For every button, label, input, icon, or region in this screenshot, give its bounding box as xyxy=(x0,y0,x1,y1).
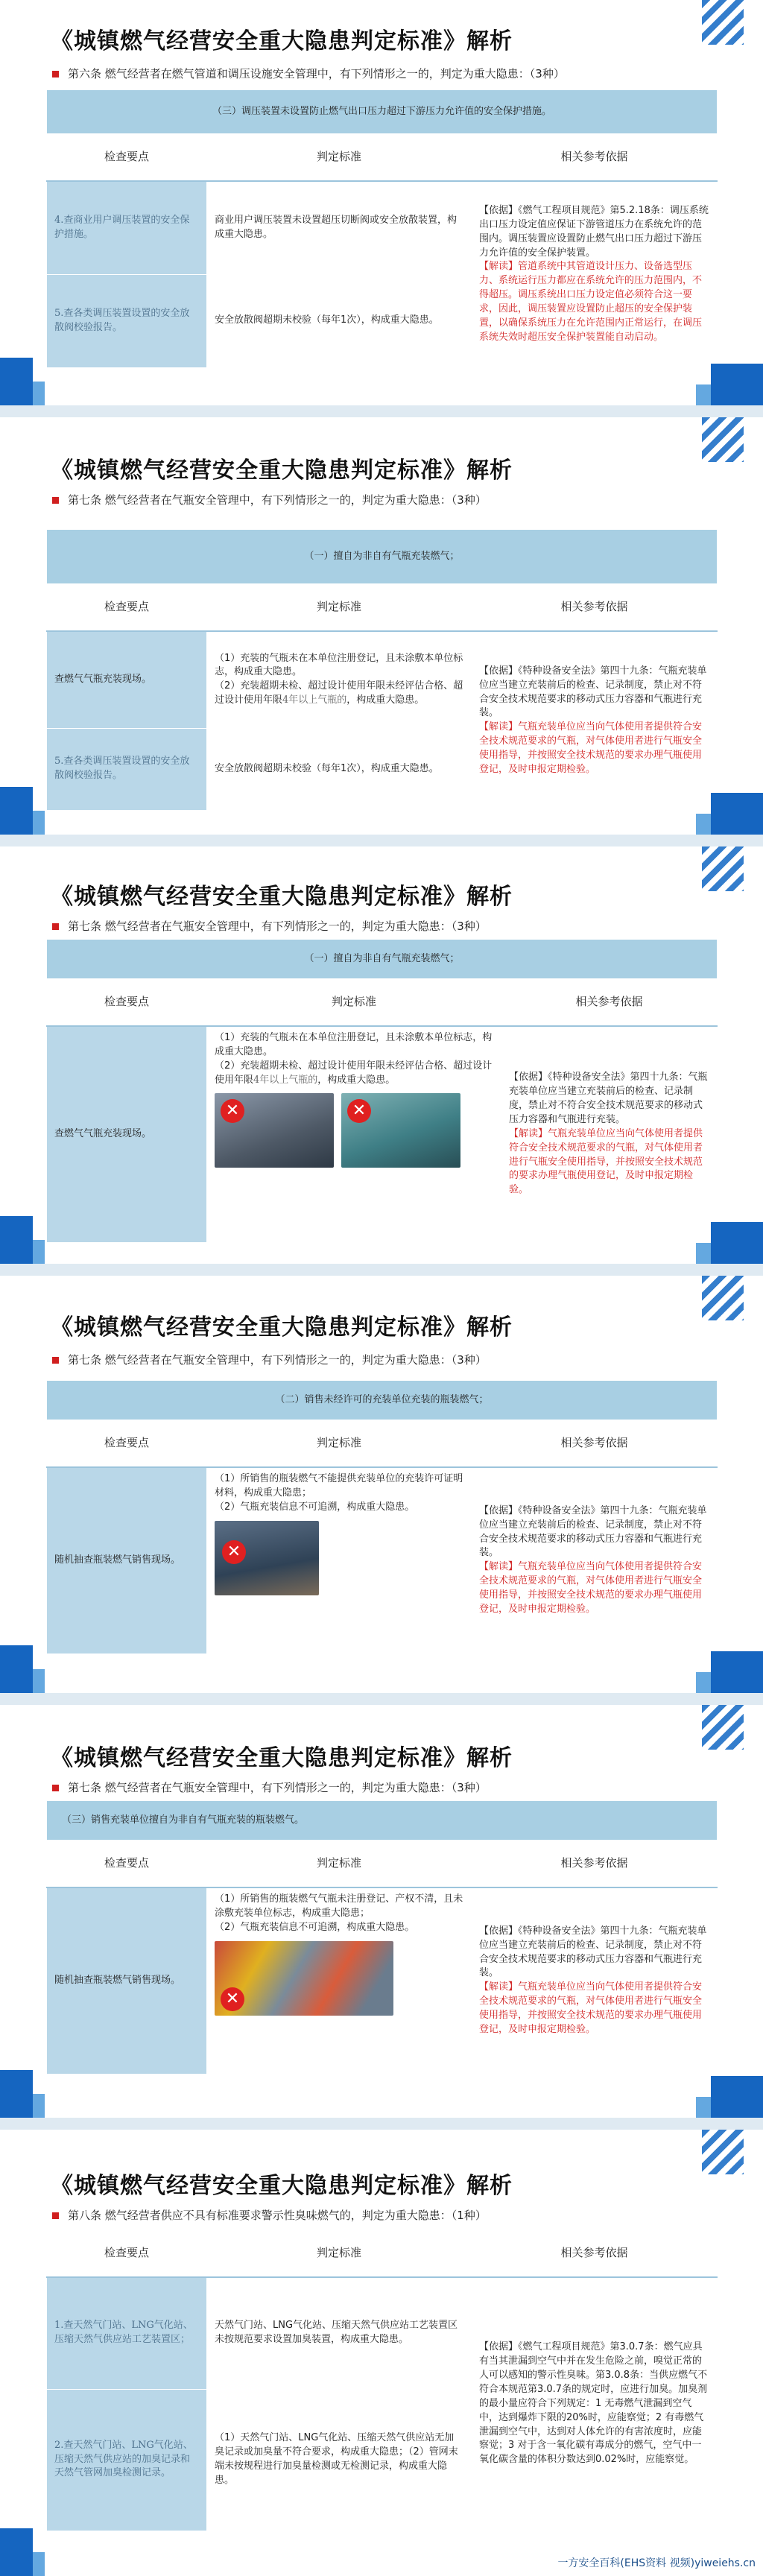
section-heading: （一）擅自为非自有气瓶充装燃气； xyxy=(47,940,718,979)
standard: （1）充装的气瓶未在本单位注册登记，且未涂敷本单位标志，构成重大隐患。 （2）充装超期未检、超过设计使用年限未经评估合格、超过设计使用年限4年以上气瓶的，构成重大隐患。 xyxy=(207,631,472,728)
corner-decoration xyxy=(33,2552,45,2576)
slide-2 xyxy=(0,417,763,846)
section-heading: （三）销售充装单位擅自为非自有气瓶充装的瓶装燃气。 xyxy=(47,1801,718,1841)
header-standard: 判定标准 xyxy=(207,979,501,1027)
interpretation: 【解读】气瓶充装单位应当向气体使用者提供符合安全技术规范要求的气瓶，对气体使用者进行气瓶安全使用指导，并按照安全技术规范的要求办理气瓶使用登记，及时申报定期检验。 xyxy=(479,1561,703,1615)
corner-decoration xyxy=(0,787,33,835)
bullet-icon xyxy=(52,71,59,77)
cylinder-photo xyxy=(215,1521,319,1595)
corner-decoration xyxy=(696,2097,711,2118)
footer-link[interactable]: 一方安全百科(EHS资料 视频)yiweiehs.cn xyxy=(557,2557,756,2569)
section-heading: （三）调压装置未设置防止燃气出口压力超过下游压力允许值的安全保护措施。 xyxy=(47,90,718,134)
basis: 【依据】《特种设备安全法》第四十九条：气瓶充装单位应当建立充装前后的检查、记录制度，禁止对不符合安全技术规范要求的移动式压力容器和气瓶进行充装。 【解读】气瓶充装单位应当向气体使用者提供符合安全技术规范要求的气瓶，对气体使用者进行气瓶安全使用指导，并按照安全技术规范的要求办理气瓶使用登记，及时申报定期检验。 xyxy=(472,1887,718,2074)
criteria-table xyxy=(46,1800,718,2075)
page-title: 《城镇燃气经营安全重大隐患判定标准》解析 xyxy=(51,884,513,910)
page-title: 《城镇燃气经营安全重大隐患判定标准》解析 xyxy=(51,458,513,484)
corner-decoration xyxy=(696,814,711,835)
header-standard: 判定标准 xyxy=(207,584,472,632)
check-point: 查燃气气瓶充装现场。 xyxy=(47,1026,207,1242)
header-basis: 相关参考依据 xyxy=(501,979,718,1027)
corner-decoration xyxy=(33,382,45,405)
corner-decoration xyxy=(696,1243,711,1264)
prohibited-icon: ✕ xyxy=(221,1099,244,1123)
corner-decoration xyxy=(711,1222,763,1264)
header-basis: 相关参考依据 xyxy=(472,584,718,632)
header-standard: 判定标准 xyxy=(207,134,472,182)
bullet-icon xyxy=(52,497,59,504)
bullet-icon xyxy=(52,1785,59,1791)
interpretation: 【解读】气瓶充装单位应当向气体使用者提供符合安全技术规范要求的气瓶，对气体使用者进行气瓶安全使用指导，并按照安全技术规范的要求办理气瓶使用登记，及时申报定期检验。 xyxy=(509,1127,703,1196)
prohibited-icon: ✕ xyxy=(221,1987,244,2011)
check-point: 1.查天然气门站、LNG气化站、压缩天然气供应站工艺装置区； xyxy=(47,2277,207,2389)
corner-decoration xyxy=(33,1240,45,1264)
stripe-decoration xyxy=(702,2130,744,2174)
criteria-table xyxy=(46,89,718,368)
cylinder-photo xyxy=(341,1093,460,1168)
cylinder-photo xyxy=(215,1093,334,1168)
slide-5 xyxy=(0,1705,763,2130)
basis: 【依据】《特种设备安全法》第四十九条：气瓶充装单位应当建立充装前后的检查、记录制度，禁止对不符合安全技术规范要求的移动式压力容器和气瓶进行充装。 【解读】气瓶充装单位应当向气体使用者提供符合安全技术规范要求的气瓶，对气体使用者进行气瓶安全使用指导，并按照安全技术规范的要求办理气瓶使用登记，及时申报定期检验。 xyxy=(472,1467,718,1653)
interpretation: 【解读】管道系统中其管道设计压力、设备选型压力、系统运行压力都应在系统允许的压力范围内，不得超压。调压系统出口压力设定值必须符合这一要求，因此，调压装置应设置防止超压的安全保护装置，以确保系统压力在允许范围内正常运行，在调压系统失效时超压安全保护装置能自动启动。 xyxy=(479,261,703,343)
corner-decoration xyxy=(33,811,45,835)
page-title: 《城镇燃气经营安全重大隐患判定标准》解析 xyxy=(51,1745,513,1771)
corner-decoration xyxy=(711,1651,763,1693)
corner-decoration xyxy=(711,2076,763,2118)
basis: 【依据】《特种设备安全法》第四十九条：气瓶充装单位应当建立充装前后的检查、记录制度，禁止对不符合安全技术规范要求的移动式压力容器和气瓶进行充装。 【解读】气瓶充装单位应当向气体使用者提供符合安全技术规范要求的气瓶，对气体使用者进行气瓶安全使用指导，并按照安全技术规范的要求办理气瓶使用登记，及时申报定期检验。 xyxy=(472,631,718,810)
check-point: 随机抽查瓶装燃气销售现场。 xyxy=(47,1467,207,1653)
stripe-decoration xyxy=(702,846,744,891)
cylinders-photo xyxy=(215,1941,393,2016)
prohibited-icon: ✕ xyxy=(222,1540,246,1564)
basis: 【依据】《燃气工程项目规范》第5.2.18条：调压系统出口压力设定值应保证下游管道压力在系统允许的范围内。调压装置应设置防止燃气出口压力超过下游压力允许值的安全保护装置。 【解读】管道系统中其管道设计压力、设备选型压力、系统运行压力都应在系统允许的压力范围内，不得超压。调压系统出口压力设定值必须符合这一要求，因此，调压装置应设置防止超压的安全保护装置，以确保系统压力在允许范围内正常运行，在调压系统失效时超压安全保护装置能自动启动。 xyxy=(472,181,718,367)
corner-decoration xyxy=(711,793,763,835)
corner-decoration xyxy=(0,2070,33,2118)
standard: （1）所销售的瓶装燃气不能提供充装单位的充装许可证明材料，构成重大隐患； （2）气瓶充装信息不可追溯，构成重大隐患。 ✕ xyxy=(207,1467,472,1653)
slide-4 xyxy=(0,1276,763,1705)
corner-decoration xyxy=(33,2094,45,2118)
basis: 【依据】《特种设备安全法》第四十九条：气瓶充装单位应当建立充装前后的检查、记录制度，禁止对不符合安全技术规范要求的移动式压力容器和气瓶进行充装。 【解读】气瓶充装单位应当向气体使用者提供符合安全技术规范要求的气瓶，对气体使用者进行气瓶安全使用指导，并按照安全技术规范的要求办理气瓶使用登记，及时申报定期检验。 xyxy=(501,1026,718,1242)
header-check-point: 检查要点 xyxy=(47,134,207,182)
header-check-point: 检查要点 xyxy=(47,1841,207,1888)
header-standard: 判定标准 xyxy=(207,1841,472,1888)
bullet-icon xyxy=(52,2212,59,2219)
check-point: 2.查天然气门站、LNG气化站、压缩天然气供应站的加臭记录和天然气管网加臭检测记录。 xyxy=(47,2389,207,2531)
header-basis: 相关参考依据 xyxy=(472,1420,718,1468)
standard: （1）充装的气瓶未在本单位注册登记，且未涂敷本单位标志，构成重大隐患。 （2）充装超期未检、超过设计使用年限未经评估合格、超过设计使用年限4年以上气瓶的，构成重大隐患。 ✕ ✕ xyxy=(207,1026,501,1242)
header-check-point: 检查要点 xyxy=(47,584,207,632)
corner-decoration xyxy=(696,1672,711,1693)
section-heading: （一）擅自为非自有气瓶充装燃气； xyxy=(47,530,718,584)
standard: （1）所销售的瓶装燃气气瓶未注册登记、产权不清，且未涂敷充装单位标志，构成重大隐患； （2）气瓶充装信息不可追溯，构成重大隐患。 ✕ xyxy=(207,1887,472,2074)
bullet-icon xyxy=(52,1357,59,1364)
header-basis: 相关参考依据 xyxy=(472,1841,718,1888)
clause-text: 第七条 燃气经营者在气瓶安全管理中，有下列情形之一的，判定为重大隐患：（3种） xyxy=(52,1779,487,1795)
slide-1 xyxy=(0,0,763,417)
basis: 【依据】《燃气工程项目规范》第3.0.7条：燃气应具有当其泄漏到空气中并在发生危险之前，嗅觉正常的人可以感知的警示性臭味。第3.0.8条：当供应燃气不符合本规范第3.0.7条的规定时，应进行加臭。加臭剂的最小量应符合下列规定：1 无毒燃气泄漏到空气中，达到爆炸下限的20%时，应能察觉；2 有毒燃气泄漏到空气中，达到对人体允许的有害浓度时，应能察觉；3 对于含一氧化碳有毒成分的燃气，空气中一氧化碳含量的体积分数达到0.02%时，应能察觉。 xyxy=(472,2277,718,2531)
interpretation: 【解读】气瓶充装单位应当向气体使用者提供符合安全技术规范要求的气瓶，对气体使用者进行气瓶安全使用指导，并按照安全技术规范的要求办理气瓶使用登记，及时申报定期检验。 xyxy=(479,1981,703,2035)
stripe-decoration xyxy=(702,417,744,462)
stripe-decoration xyxy=(702,0,744,45)
corner-decoration xyxy=(33,1669,45,1693)
page-title: 《城镇燃气经营安全重大隐患判定标准》解析 xyxy=(51,28,513,54)
corner-decoration xyxy=(0,1216,33,1264)
header-check-point: 检查要点 xyxy=(47,979,207,1027)
header-check-point: 检查要点 xyxy=(47,2230,207,2278)
corner-decoration xyxy=(0,1645,33,1693)
criteria-table xyxy=(46,529,718,811)
clause-text: 第八条 燃气经营者供应不具有标准要求警示性臭味燃气的，判定为重大隐患：（1种） xyxy=(52,2207,487,2223)
stripe-decoration xyxy=(702,1705,744,1750)
clause-text: 第七条 燃气经营者在气瓶安全管理中，有下列情形之一的，判定为重大隐患：（3种） xyxy=(52,918,487,934)
standard: 安全放散阀超期未校验（每年1次），构成重大隐患。 xyxy=(207,274,472,367)
page-title: 《城镇燃气经营安全重大隐患判定标准》解析 xyxy=(51,2173,513,2199)
standard: 天然气门站、LNG气化站、压缩天然气供应站工艺装置区未按规范要求设置加臭装置，构成重大隐患。 xyxy=(207,2277,472,2389)
slide-3 xyxy=(0,846,763,1276)
header-check-point: 检查要点 xyxy=(47,1420,207,1468)
clause-text: 第六条 燃气经营者在燃气管道和调压设施安全管理中，有下列情形之一的，判定为重大隐患：（3种） xyxy=(52,66,565,81)
corner-decoration xyxy=(711,364,763,405)
check-point: 4.查商业用户调压装置的安全保护措施。 xyxy=(47,181,207,274)
header-standard: 判定标准 xyxy=(207,2230,472,2278)
clause-text: 第七条 燃气经营者在气瓶安全管理中，有下列情形之一的，判定为重大隐患：（3种） xyxy=(52,1352,487,1367)
header-basis: 相关参考依据 xyxy=(472,134,718,182)
section-heading: （二）销售未经许可的充装单位充装的瓶装燃气； xyxy=(47,1381,718,1420)
standard: 商业用户调压装置未设置超压切断阀或安全放散装置，构成重大隐患。 xyxy=(207,181,472,274)
check-point: 查燃气气瓶充装现场。 xyxy=(47,631,207,728)
criteria-table xyxy=(46,2230,718,2531)
standard: （1）天然气门站、LNG气化站、压缩天然气供应站无加臭记录或加臭量不符合要求，构成重大隐患；（2）管网末端未按规程进行加臭量检测或无检测记录，构成重大隐患。 xyxy=(207,2389,472,2531)
header-standard: 判定标准 xyxy=(207,1420,472,1468)
check-point: 随机抽查瓶装燃气销售现场。 xyxy=(47,1887,207,2074)
corner-decoration xyxy=(0,358,33,405)
clause-text: 第七条 燃气经营者在气瓶安全管理中，有下列情形之一的，判定为重大隐患：（3种） xyxy=(52,492,487,507)
standard: 安全放散阀超期未校验（每年1次），构成重大隐患。 xyxy=(207,728,472,810)
criteria-table xyxy=(46,939,718,1243)
stripe-decoration xyxy=(702,1276,744,1320)
corner-decoration xyxy=(0,2528,33,2576)
check-point: 5.查各类调压装置设置的安全放散阀校验报告。 xyxy=(47,728,207,810)
prohibited-icon: ✕ xyxy=(347,1099,371,1123)
criteria-table xyxy=(46,1380,718,1654)
check-point: 5.查各类调压装置设置的安全放散阀校验报告。 xyxy=(47,274,207,367)
interpretation: 【解读】气瓶充装单位应当向气体使用者提供符合安全技术规范要求的气瓶，对气体使用者进行气瓶安全使用指导，并按照安全技术规范的要求办理气瓶使用登记，及时申报定期检验。 xyxy=(479,721,703,775)
slide-6 xyxy=(0,2130,763,2576)
corner-decoration xyxy=(696,384,711,405)
page-title: 《城镇燃气经营安全重大隐患判定标准》解析 xyxy=(51,1314,513,1341)
header-basis: 相关参考依据 xyxy=(472,2230,718,2278)
bullet-icon xyxy=(52,923,59,930)
